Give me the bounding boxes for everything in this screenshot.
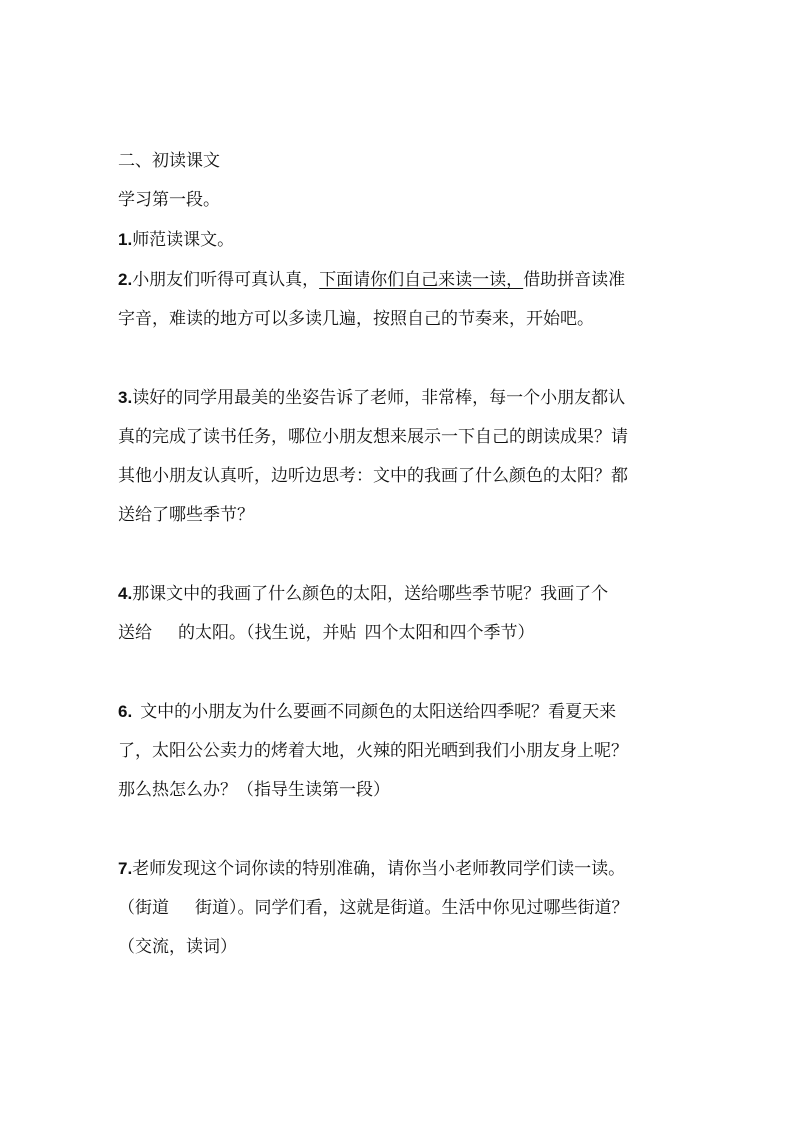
item-text-line: 了，太阳公公卖力的烤着大地，火辣的阳光晒到我们小朋友身上呢？: [118, 741, 628, 761]
item-text: 文中的小朋友为什么要画不同颜色的太阳送给四季呢？看夏天来: [140, 702, 617, 722]
item-text-line: 字音，难读的地方可以多读几遍，按照自己的节奏来，开始吧。: [118, 309, 594, 329]
item-number: 7.: [118, 859, 133, 878]
list-item-1: [118, 220, 683, 260]
document-body: [118, 142, 683, 967]
item-text: 师范读课文。: [132, 230, 235, 250]
item-number: 3.: [118, 388, 133, 407]
item-text-line: 送给了哪些季节？: [118, 505, 254, 525]
item-text: 读好的同学用最美的坐姿告诉了老师，非常棒，每一个小朋友都认: [132, 388, 626, 408]
item-text: 街道）。同学们看，这就是街道。生活中你见过哪些街道？: [195, 898, 629, 918]
item-number: 1.: [118, 230, 133, 249]
paragraph-gap: [118, 653, 683, 692]
item-text-line: 真的完成了读书任务，哪位小朋友想来展示一下自己的朗读成果？请: [118, 427, 628, 447]
section-subheading: 学习第一段。: [118, 190, 220, 210]
item-text: 小朋友们听得可真认真，: [132, 270, 320, 290]
list-item-6: [118, 692, 683, 810]
item-number: 4.: [118, 584, 133, 603]
item-number: 6.: [118, 702, 133, 721]
item-text: 老师发现这个词你读的特别准确，请你当小老师教同学们读一读。: [132, 859, 626, 879]
list-item-3: [118, 378, 683, 535]
section-heading: 二、初读课文: [118, 151, 220, 171]
item-text-line: 其他小朋友认真听，边听边思考：文中的我画了什么颜色的太阳？都: [118, 466, 628, 486]
item-text-line: 那么热怎么办？（指导生读第一段）: [118, 780, 390, 800]
paragraph-gap: [118, 810, 683, 849]
paragraph-gap: [118, 339, 683, 378]
list-item-2: [118, 260, 683, 339]
item-text: 四个太阳和四个季节）: [364, 623, 535, 643]
paragraph-gap: [118, 535, 683, 574]
item-text: 送给: [118, 623, 152, 643]
item-text: （街道: [118, 898, 169, 918]
item-text: 那课文中的我画了什么颜色的太阳，送给哪些季节呢？我画了个: [132, 584, 609, 604]
underlined-instruction: 下面请你们自己来读一读，: [319, 270, 524, 290]
list-item-4: [118, 574, 683, 653]
item-text: 借助拼音读准: [523, 270, 626, 290]
item-text: 的太阳。（找生说，并贴: [178, 623, 357, 643]
item-number: 2.: [118, 270, 133, 289]
list-item-7: [118, 849, 683, 967]
item-text-line: （交流，读词）: [118, 937, 237, 957]
